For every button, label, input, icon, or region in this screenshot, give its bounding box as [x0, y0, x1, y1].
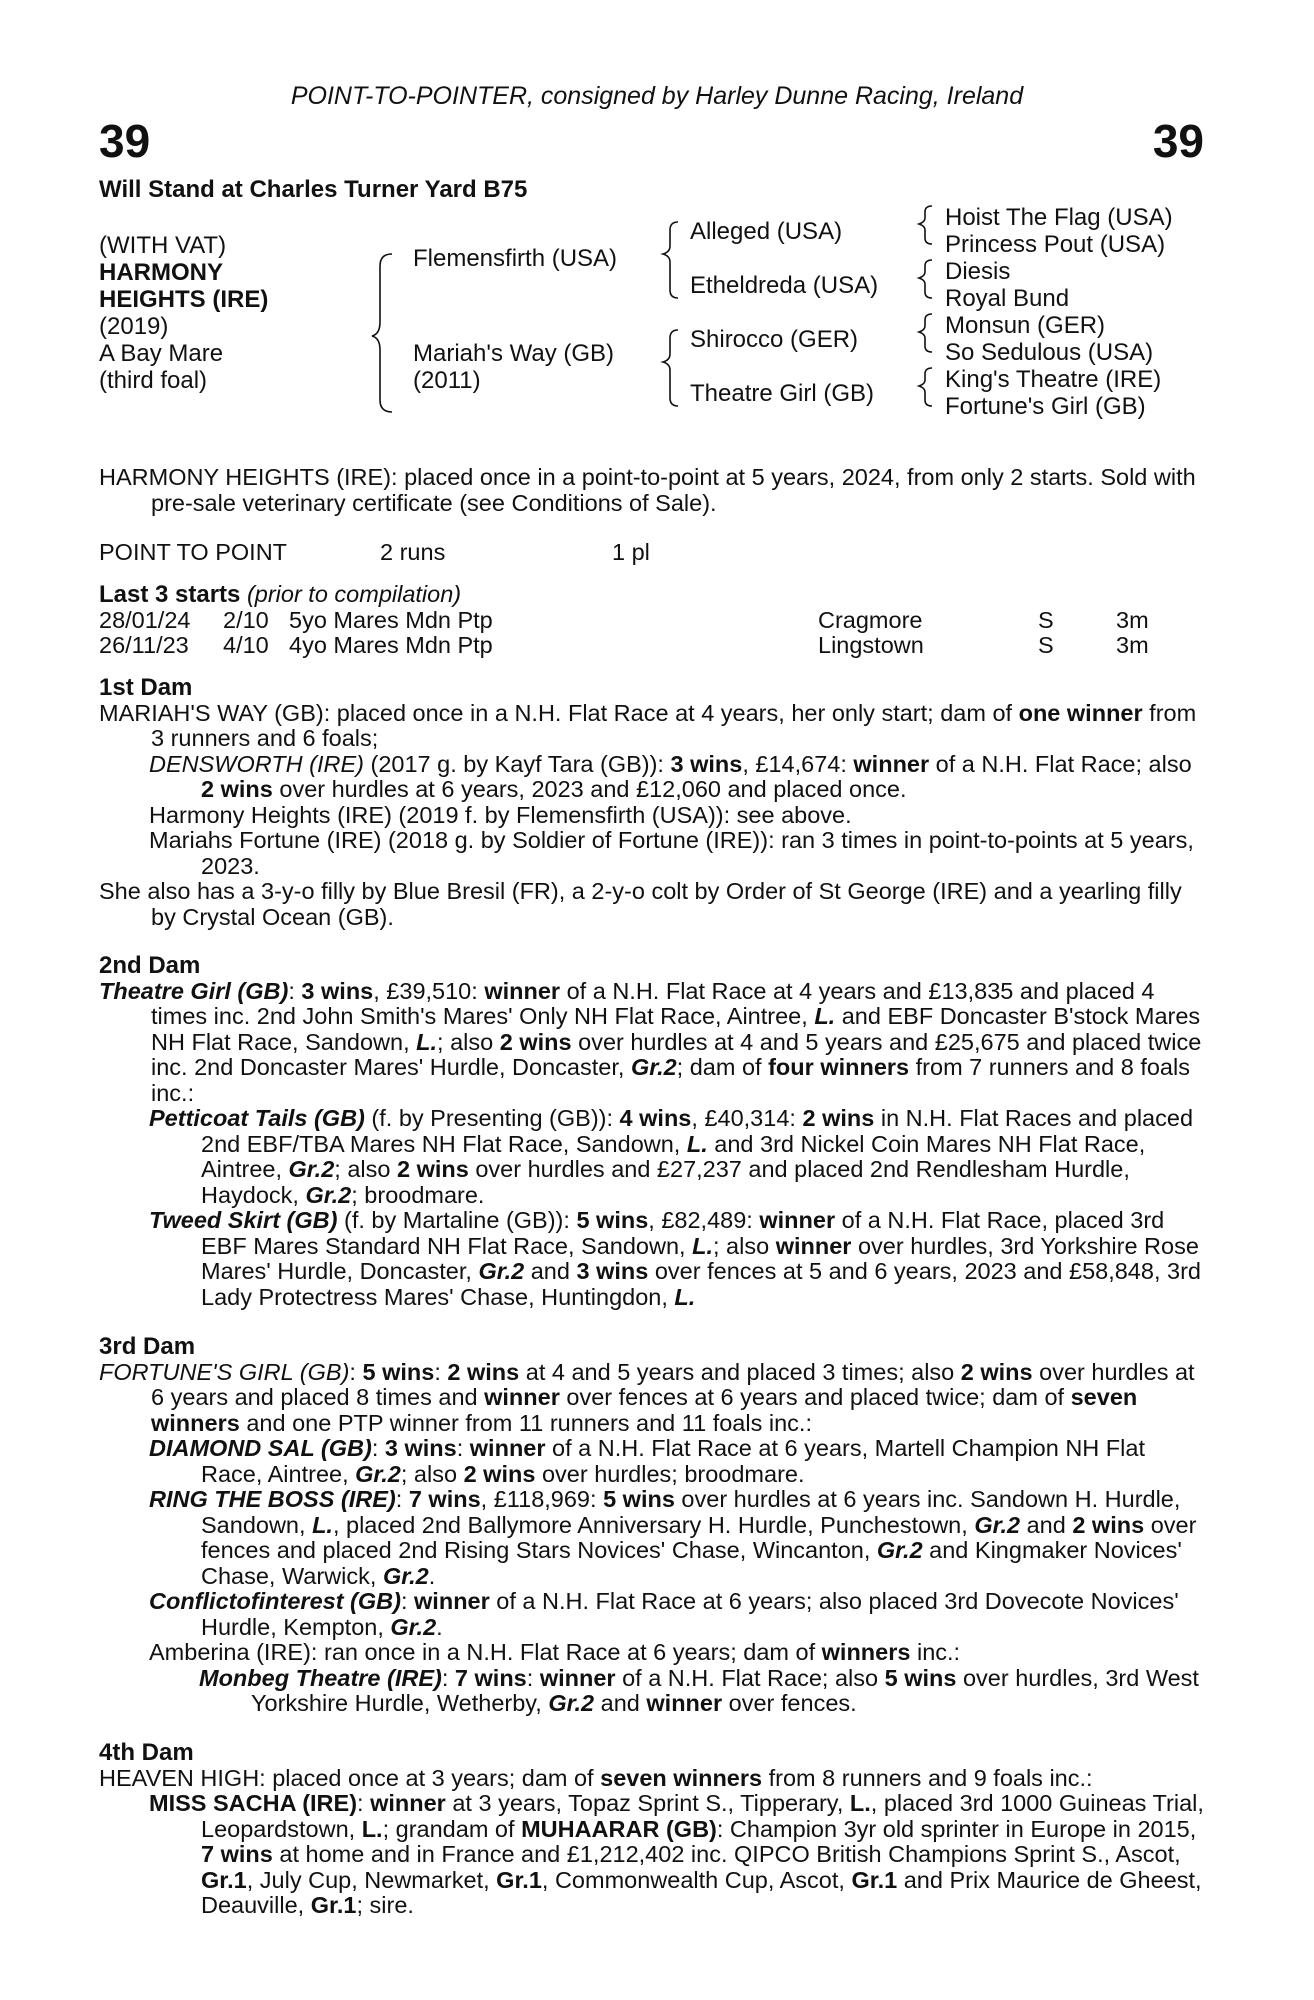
start-date: 26/11/23 [99, 632, 189, 658]
summary [99, 465, 1209, 516]
start-distance: 3m [1116, 632, 1149, 658]
ss-sire: Hoist The Flag (USA) [945, 204, 1173, 231]
lot-number-left: 39 [99, 115, 151, 167]
brace-sd [919, 260, 932, 298]
second-dam-heading: 2nd Dam [99, 952, 201, 979]
ptp-placed: 1 pl [612, 539, 650, 565]
first-dam-text: MARIAH'S WAY (GB): placed once in a N.H. Flat Race at 4 years, her only start; dam of one winner from 3 runners and 6 foals; [99, 699, 1197, 751]
ds-sire: Monsun (GER) [945, 312, 1106, 339]
dam-dam: Theatre Girl (GB) [690, 380, 875, 407]
first-dam-foal-1: DENSWORTH (IRE) (2017 g. by Kayf Tara (GB)): 3 wins, £14,674: winner of a N.H. Flat Race; also 2 wins over hurdles at 6 years, 2023 and £12,060 and placed once. [149, 750, 1192, 802]
third-dam-section [99, 1334, 1209, 1717]
lot-number-right: 39 [1152, 115, 1204, 167]
vat-note: (WITH VAT) [99, 232, 227, 259]
last-starts-heading: Last 3 starts [99, 581, 241, 608]
last-starts [99, 582, 1209, 659]
dam-year: (2011) [413, 367, 481, 394]
brace-dam [663, 330, 678, 406]
second-dam-text: Theatre Girl (GB): 3 wins, £39,510: winner of a N.H. Flat Race at 4 years and £13,835 and placed 4 times inc. 2nd John Smith's Mares' Only NH Flat Race, Aintree, L. and EBF Doncaster B'stock Mares NH Flat Race, Sandown, L.; also 2 wins over hurdles at 4 and 5 years and £25,675 and placed twice inc. 2nd Doncaster Mares' Hurdle, Doncaster, Gr.2; dam of four winners from 7 runners and 8 foals inc.: [99, 977, 1202, 1106]
start-race: 5yo Mares Mdn Ptp [289, 606, 493, 633]
first-dam-foal-2: Harmony Heights (IRE) (2019 f. by Flemensfirth (USA)): see above. [149, 801, 852, 828]
brace-ss [919, 206, 932, 244]
horse-name-line1: HARMONY [99, 259, 223, 286]
fourth-dam-heading: 4th Dam [99, 1739, 194, 1766]
first-dam-also: She also has a 3-y-o filly by Blue Bresil (FR), a 2-y-o colt by Order of St George (IRE) and a yearling filly by Crystal Ocean (GB). [99, 878, 1182, 930]
third-dam-foal-diamond: DIAMOND SAL (GB): 3 wins: winner of a N.H. Flat Race at 6 years, Martell Champion NH Flat Race, Aintree, Gr.2; also 2 wins over hurdles; broodmare. [149, 1435, 1145, 1487]
sd-sire: Diesis [945, 258, 1011, 285]
ptp-label: POINT TO POINT [99, 539, 288, 565]
start-course: Cragmore [818, 606, 923, 633]
catalogue-heading: POINT-TO-POINTER, consigned by Harley Dunne Racing, Ireland [290, 82, 1024, 110]
brace-ds [919, 314, 932, 352]
second-dam-foal-petticoat: Petticoat Tails (GB) (f. by Presenting (GB)): 4 wins, £40,314: 2 wins in N.H. Flat Races and placed 2nd EBF/TBA Mares NH Flat Race, Sandown, L. and 3rd Nickel Coin Mares NH Flat Race, Aintree, Gr.2; also 2 wins over hurdles and £27,237 and placed 2nd Rendlesham Hurdle, Haydock, Gr.2; broodmare. [149, 1105, 1194, 1208]
third-dam-foal-amberina: Amberina (IRE): ran once in a N.H. Flat Race at 6 years; dam of winners inc.: [149, 1639, 961, 1665]
fourth-dam-text: HEAVEN HIGH: placed once at 3 years; dam of seven winners from 8 runners and 9 foals inc.: [99, 1764, 1093, 1791]
second-dam-section [99, 953, 1209, 1310]
start-position: 2/10 [223, 606, 269, 633]
sd-dam: Royal Bund [945, 285, 1070, 312]
stand-location: Will Stand at Charles Turner Yard B75 [99, 176, 528, 203]
start-course: Lingstown [818, 632, 924, 658]
fourth-dam-section [99, 1740, 1209, 1919]
third-dam-text: FORTUNE'S GIRL (GB): 5 wins: 2 wins at 4 and 5 years and placed 3 times; also 2 wins over hurdles at 6 years and placed 8 times and winner over fences at 6 years and placed twice; dam of seven winners and one PTP winner from 11 runners and 11 foals inc.: [99, 1358, 1195, 1436]
brace-main [372, 254, 392, 412]
first-dam-heading: 1st Dam [99, 674, 193, 701]
start-going: S [1038, 606, 1054, 633]
horse-year: (2019) [99, 313, 169, 340]
horse-description: A Bay Mare [99, 340, 224, 367]
ds-dam: So Sedulous (USA) [945, 339, 1154, 366]
brace-dd [919, 368, 932, 406]
summary-line2: Sold with pre-sale veterinary certificate (see Conditions of Sale). [151, 464, 1196, 516]
summary-line1: HARMONY HEIGHTS (IRE): placed once in a point-to-point at 5 years, 2024, from only 2 starts. [99, 464, 1094, 490]
start-distance: 3m [1116, 606, 1149, 633]
third-dam-foal-conflict: Conflictofinterest (GB): winner of a N.H. Flat Race at 6 years; also placed 3rd Dovecote Novices' Hurdle, Kempton, Gr.2. [149, 1588, 1179, 1640]
start-position: 4/10 [223, 632, 269, 658]
sire-sire: Alleged (USA) [690, 218, 843, 245]
dd-dam: Fortune's Girl (GB) [945, 393, 1146, 420]
start-going: S [1038, 632, 1054, 658]
dd-sire: King's Theatre (IRE) [945, 366, 1162, 393]
sire-dam: Etheldreda (USA) [690, 272, 879, 299]
dam-name: Mariah's Way (GB) [413, 340, 615, 367]
first-dam-foal-3: Mariahs Fortune (IRE) (2018 g. by Soldier of Fortune (IRE)): ran 3 times in point-to-points at 5 years, 2023. [149, 827, 1194, 879]
brace-sire [663, 222, 678, 298]
ptp-runs: 2 runs [380, 539, 446, 565]
third-dam-foal-ring: RING THE BOSS (IRE): 7 wins, £118,969: 5 wins over hurdles at 6 years inc. Sandown H. Hurdle, Sandown, L., placed 2nd Ballymore Anniversary H. Hurdle, Punchestown, Gr.2 and 2 wins over fences and placed 2nd Rising Stars Novices' Chase, Wincanton, Gr.2 and Kingmaker Novices' Chase, Warwick, Gr.2. [149, 1486, 1197, 1589]
third-dam-grandfoal-monbeg: Monbeg Theatre (IRE): 7 wins: winner of a N.H. Flat Race; also 5 wins over hurdles, 3rd West Yorkshire Hurdle, Wetherby, Gr.2 and winner over fences. [199, 1664, 1199, 1716]
first-dam-section [99, 675, 1209, 930]
dam-sire: Shirocco (GER) [690, 326, 859, 353]
third-dam-heading: 3rd Dam [99, 1333, 196, 1360]
foal-note: (third foal) [99, 367, 208, 394]
sire-name: Flemensfirth (USA) [413, 245, 618, 272]
start-date: 28/01/24 [99, 606, 191, 633]
table-row [99, 633, 1209, 659]
start-race: 4yo Mares Mdn Ptp [289, 632, 493, 658]
fourth-dam-foal-miss-sacha: MISS SACHA (IRE): winner at 3 years, Topaz Sprint S., Tipperary, L., placed 3rd 1000 Guineas Trial, Leopardstown, L.; grandam of MUHAARAR (GB): Champion 3yr old sprinter in Europe in 2015, 7 wins at home and in France and £1,212,402 inc. QIPCO British Champions Sprint S., Ascot, Gr.1, July Cup, Newmarket, Gr.1, Commonwealth Cup, Ascot, Gr.1 and Prix Maurice de Gheest, Deauville, Gr.1; sire. [149, 1790, 1204, 1918]
last-starts-note: (prior to compilation) [246, 581, 462, 607]
ss-dam: Princess Pout (USA) [945, 231, 1166, 258]
horse-name-line2: HEIGHTS (IRE) [99, 286, 269, 313]
table-row [99, 608, 1209, 634]
second-dam-foal-tweed: Tweed Skirt (GB) (f. by Martaline (GB)): 5 wins, £82,489: winner of a N.H. Flat Race, placed 3rd EBF Mares Standard NH Flat Race, Sandown, L.; also winner over hurdles, 3rd Yorkshire Rose Mares' Hurdle, Doncaster, Gr.2 and 3 wins over fences at 5 and 6 years, 2023 and £58,848, 3rd Lady Protectress Mares' Chase, Huntingdon, L. [149, 1207, 1201, 1310]
